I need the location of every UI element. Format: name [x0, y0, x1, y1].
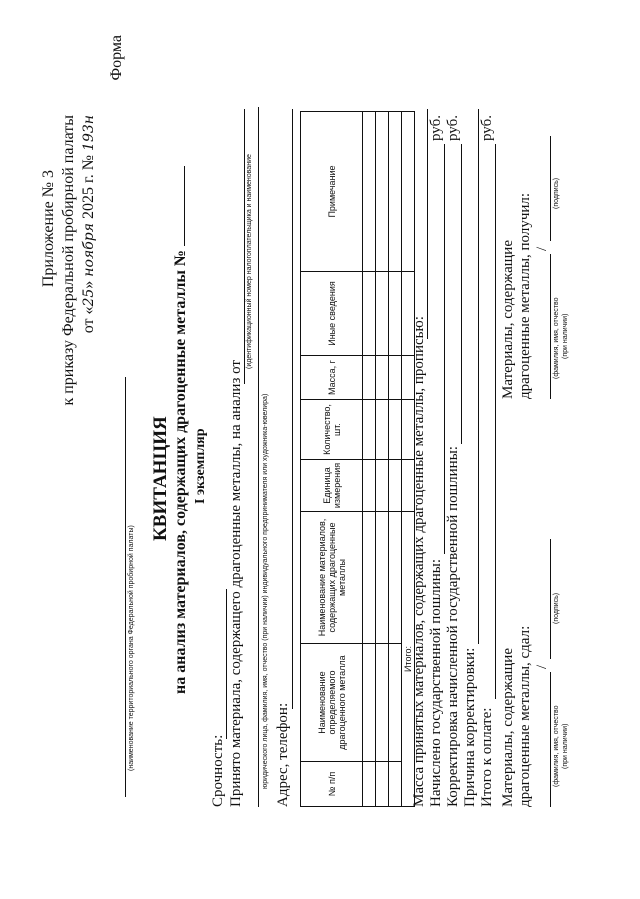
document-page: Приложение № 3 к приказу Федеральной пробирной палаты от «25» ноября 2025 г. № 193н Форма (наименование территориального органа Федеральной пробирной палаты) КВИТАНЦИЯ на анализ материалов, содержащих драгоценные металлы № I экземпляр Срочность: Принято материала, содержащего драгоценные металлы, на анализ от (идентификационный номер налогоплательщика и наименование юридического лица, фамилия, имя, отчество (при наличии) индивидуального предпринимателя или художника-ювелира) Адрес, телефон: № п/п Наименование определяемого драгоценного металла Наименование материалов, содержащих драгоценные металлы Единица измерения Количество, шт. Масса, г Иные сведения Примечание Итого: Масса принятых материалов, содержащих драгоценные металлы, прописью: Начислено государственной пошлины: руб. Корректировка начисленной государственной пошлины: руб. Причина корректировки: Итого к оплате: руб. Материалы, содержащие драгоценные металлы, сдал: / (фамилия, имя, отчество (при наличии) (подпись) Материалы, содержащие драгоценные металлы, получил: / (фамилия, имя, отчество (при наличии) (подпись): [40, 35, 569, 807]
order-month: ноября: [81, 222, 97, 277]
urgency-label: Срочность:: [210, 734, 226, 807]
handed-label-line2: драгоценные металлы, сдал:: [517, 625, 533, 807]
handed-name-caption: (фамилия, имя, отчество: [553, 705, 560, 787]
materials-table: [300, 111, 415, 807]
table-row: [376, 112, 389, 807]
receipt-subtitle: на анализ материалов, содержащих драгоценные металлы №: [172, 166, 190, 694]
handed-sign-caption: (подпись): [553, 592, 560, 624]
mass-words-label: Масса принятых материалов, содержащих драгоценные металлы, прописью:: [411, 316, 427, 807]
handed-label-line1: Материалы, содержащие: [500, 648, 516, 807]
copy-label: I экземпляр: [193, 428, 208, 504]
appendix-number: Приложение № 3: [40, 170, 57, 288]
order-date-line: от «25» ноября 2025 г. № 193н: [80, 115, 97, 334]
col-quantity: Количество, шт.: [301, 400, 363, 460]
duty-correction-rub: руб.: [445, 115, 461, 141]
table-row: [389, 112, 402, 807]
col-note: Примечание: [301, 112, 363, 272]
correction-reason-label: Причина корректировки:: [462, 647, 478, 807]
page-title: КВИТАНЦИЯ: [150, 416, 171, 541]
total-pay-label: Итого к оплате:: [479, 707, 495, 807]
col-mass: Масса, г: [301, 356, 363, 400]
received-name-caption-2: (при наличии): [562, 313, 569, 359]
col-number: № п/п: [301, 762, 363, 807]
total-label: Итого:: [402, 512, 415, 807]
order-day: 25: [81, 288, 97, 307]
received-name-caption: (фамилия, имя, отчество: [553, 297, 560, 379]
id-caption: (идентификационный номер налогоплательщика и наименование: [246, 154, 253, 369]
accepted-from-label: Принято материала, содержащего драгоценные металлы, на анализ от: [228, 360, 244, 807]
total-pay-rub: руб.: [479, 115, 495, 141]
order-number: 193н: [81, 115, 97, 151]
order-reference: к приказу Федеральной пробирной палаты: [60, 115, 77, 406]
received-sign-caption: (подпись): [553, 177, 560, 209]
col-unit: Единица измерения: [301, 460, 363, 512]
table-row: [363, 112, 376, 807]
handed-name-caption-2: (при наличии): [562, 723, 569, 769]
entity-caption: юридического лица, фамилия, имя, отчество (при наличии) индивидуального предпринимателя или художника-ювелира): [262, 393, 269, 789]
duty-charged-rub: руб.: [428, 115, 444, 141]
received-label-line2: драгоценные металлы, получил:: [517, 192, 533, 399]
form-label: Форма: [108, 35, 125, 81]
address-label: Адрес, телефон:: [275, 702, 291, 807]
col-material: Наименование материалов, содержащих драгоценные металлы: [301, 512, 363, 644]
received-label-line1: Материалы, содержащие: [500, 240, 516, 399]
organ-caption: (наименование территориального органа Федеральной пробирной палаты): [128, 525, 135, 771]
duty-correction-label: Корректировка начисленной государственной пошлины:: [445, 446, 461, 807]
col-metal: Наименование определяемого драгоценного металла: [301, 644, 363, 762]
duty-charged-label: Начислено государственной пошлины:: [428, 558, 444, 807]
col-other: Иные сведения: [301, 272, 363, 356]
